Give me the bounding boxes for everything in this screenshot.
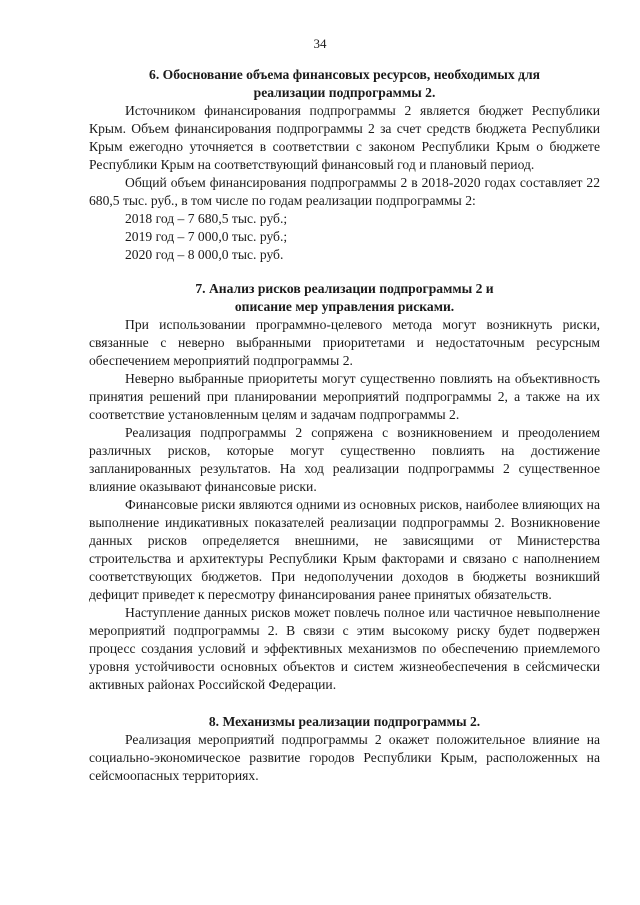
section-6	[89, 66, 600, 264]
section-6-paragraph-1: Источником финансирования подпрограммы 2 является бюджет Республики Крым. Объем финансирования подпрограммы 2 за счет средств бюджета Республики Крым ежегодно уточняется в соответствии с законом Республики Крым о бюджете Республики Крым на соответствующий финансовый год и плановый период.	[89, 103, 600, 172]
section-7-heading-line-1: 7. Анализ рисков реализации подпрограммы 2 и	[195, 281, 494, 296]
section-7-paragraph-1: При использовании программно-целевого метода могут возникнуть риски, связанные с неверно выбранными приоритетами и недостаточным ресурсным обеспечением мероприятий подпрограммы 2.	[89, 317, 600, 368]
page-number: 34	[313, 36, 327, 51]
section-7-paragraph-3: Реализация подпрограммы 2 сопряжена с возникновением и преодолением различных рисков, которые могут существенно повлиять на достижение запланированных результатов. На ход реализации подпрограммы 2 существенное влияние оказывают финансовые риски.	[89, 425, 600, 494]
section-7	[89, 280, 600, 694]
section-7-paragraph-4: Финансовые риски являются одними из основных рисков, наиболее влияющих на выполнение индикативных показателей реализации подпрограммы 2. Возникновение данных рисков определяется внешними, не зависящими от Министерства строительства и архитектуры Республики Крым факторами и связано с наполнением соответствующих бюджетов. При недополучении доходов в бюджеты возникший дефицит приведет к пересмотру финансирования ранее принятых обязательств.	[89, 497, 600, 602]
funding-year-2018: 2018 год – 7 680,5 тыс. руб.;	[125, 211, 288, 226]
page-content	[89, 66, 600, 785]
section-6-paragraph-2: Общий объем финансирования подпрограммы 2 в 2018-2020 годах составляет 22 680,5 тыс. руб., в том числе по годам реализации подпрограммы 2:	[89, 175, 600, 208]
section-7-paragraph-2: Неверно выбранные приоритеты могут существенно повлиять на объективность принятия решений при планировании мероприятий подпрограммы 2, а также на их соответствие установленным целям и задачам подпрограммы 2.	[89, 371, 600, 422]
section-8-heading	[89, 713, 600, 731]
funding-year-2020: 2020 год – 8 000,0 тыс. руб.	[125, 247, 284, 262]
section-8-heading-line-1: 8. Механизмы реализации подпрограммы 2.	[208, 714, 481, 729]
section-6-heading	[89, 66, 600, 102]
funding-year-2019: 2019 год – 7 000,0 тыс. руб.;	[125, 229, 288, 244]
section-6-heading-line-1: 6. Обоснование объема финансовых ресурсов, необходимых для	[149, 67, 540, 82]
section-8	[89, 713, 600, 785]
section-7-paragraph-5: Наступление данных рисков может повлечь полное или частичное невыполнение мероприятий подпрограммы 2. В связи с этим высокому риску будет подвержен процесс создания условий и эффективных механизмов по обеспечению приемлемого уровня устойчивости основных объектов и систем жизнеобеспечения в сейсмически активных районах Российской Федерации.	[89, 605, 600, 692]
section-8-paragraph-1: Реализация мероприятий подпрограммы 2 окажет положительное влияние на социально-экономическое развитие городов Республики Крым, расположенных на сейсмоопасных территориях.	[89, 732, 600, 783]
section-7-heading-line-2: описание мер управления рисками.	[234, 299, 455, 314]
section-7-heading	[89, 280, 600, 316]
section-6-heading-line-2: реализации подпрограммы 2.	[253, 85, 436, 100]
